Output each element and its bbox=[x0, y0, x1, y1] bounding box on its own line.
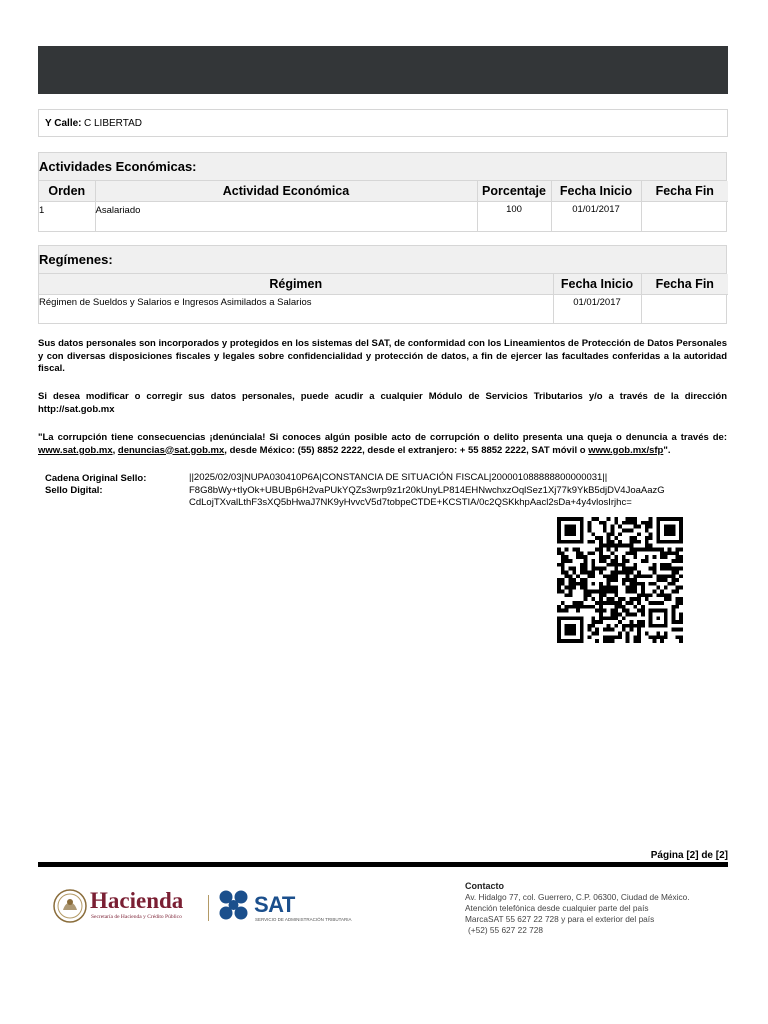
regimes-header-row bbox=[39, 274, 728, 295]
sat-logo-text: SAT bbox=[254, 892, 295, 917]
cell-porcentaje: 100 bbox=[477, 202, 551, 232]
regimes-header bbox=[39, 246, 726, 274]
col-actividad: Actividad Económica bbox=[95, 181, 477, 202]
col-fecha-inicio: Fecha Inicio bbox=[551, 181, 641, 202]
sat-logo-subtext: SERVICIO DE ADMINISTRACIÓN TRIBUTARIA bbox=[255, 917, 352, 922]
cell-orden: 1 bbox=[39, 202, 95, 232]
cell-fecha-fin bbox=[641, 295, 728, 324]
regimes-title: Regímenes: bbox=[39, 252, 113, 267]
link-sfp[interactable]: www.gob.mx/sfp bbox=[588, 444, 664, 456]
activities-header bbox=[39, 153, 726, 181]
sello-line-1: F8G8bWy+tIyOk+UBUBp6H2vaPUkYQZs3wrp9z1r20kUnyLP814EHNwchxzOqlSez1Xj77k9YkB5djDV4JoaAazG bbox=[189, 485, 665, 496]
col-fecha-inicio: Fecha Inicio bbox=[553, 274, 641, 295]
col-orden: Orden bbox=[39, 181, 95, 202]
link-sat[interactable]: www.sat.gob.mx bbox=[38, 444, 113, 456]
cadena-label: Cadena Original Sello: bbox=[45, 473, 147, 484]
corruption-notice bbox=[38, 432, 727, 457]
cadena-value: ||2025/02/03|NUPA030410P6A|CONSTANCIA DE SITUACIÓN FISCAL|200001088888800000031|| bbox=[189, 472, 608, 483]
page-number: Página [2] de [2] bbox=[650, 850, 728, 861]
footer-rule bbox=[38, 862, 728, 867]
col-fecha-fin: Fecha Fin bbox=[641, 181, 728, 202]
contact-line: (+52) 55 627 22 728 bbox=[468, 925, 543, 935]
col-regimen: Régimen bbox=[39, 274, 553, 295]
corruption-text-start: "La corrupción tiene consecuencias ¡denúnciala! Si conoces algún posible acto de corrupción o delito presenta una queja o denuncia a través de: bbox=[38, 432, 727, 443]
sat-dots-icon bbox=[219, 890, 251, 922]
regimes-table bbox=[39, 274, 728, 323]
col-porcentaje: Porcentaje bbox=[477, 181, 551, 202]
table-row bbox=[39, 295, 728, 324]
modify-notice: Si desea modificar o corregir sus datos personales, puede acudir a cualquier Módulo de Servicios Tributarios y/o a través de la dirección http://sat.gob.mx bbox=[38, 391, 727, 415]
activities-table bbox=[39, 181, 728, 231]
contact-title: Contacto bbox=[465, 881, 504, 891]
sello-label: Sello Digital: bbox=[45, 485, 103, 496]
privacy-notice: Sus datos personales son incorporados y protegidos en los sistemas del SAT, de conformidad con los Lineamientos de Protección de Datos Personales y con diversas disposiciones fiscales y legales sobre confidencialidad y protección de datos, a fin de ejercer las facultades conferidas a la autoridad fiscal. bbox=[38, 338, 727, 374]
logo-divider bbox=[208, 895, 209, 921]
address-street-box bbox=[38, 109, 728, 137]
activities-title: Actividades Económicas: bbox=[39, 159, 197, 174]
contact-line: Atención telefónica desde cualquier parte del país bbox=[465, 903, 649, 913]
mexico-seal-icon bbox=[52, 888, 88, 924]
corruption-text-end: ". bbox=[663, 444, 671, 456]
cell-fecha-inicio: 01/01/2017 bbox=[553, 295, 641, 324]
cell-regimen: Régimen de Sueldos y Salarios e Ingresos Asimilados a Salarios bbox=[39, 295, 553, 324]
corruption-text-mid: , desde México: (55) 8852 2222, desde el extranjero: + 55 8852 2222, SAT móvil o bbox=[224, 444, 589, 456]
activities-header-row bbox=[39, 181, 728, 202]
street-label: Y Calle: bbox=[45, 118, 82, 129]
hacienda-logo-subtext: Secretaría de Hacienda y Crédito Público bbox=[91, 914, 182, 920]
street-value: C LIBERTAD bbox=[84, 118, 142, 129]
link-denuncias[interactable]: denuncias@sat.gob.mx bbox=[117, 444, 225, 456]
hacienda-logo-text: Hacienda bbox=[90, 888, 184, 913]
contact-line: MarcaSAT 55 627 22 728 y para el exterior del país bbox=[465, 914, 655, 924]
cell-fecha-inicio: 01/01/2017 bbox=[551, 202, 641, 232]
activities-section bbox=[38, 152, 727, 232]
cell-actividad: Asalariado bbox=[95, 202, 477, 232]
header-bar bbox=[38, 46, 728, 94]
table-row bbox=[39, 202, 728, 232]
cell-fecha-fin bbox=[641, 202, 728, 232]
separator: , bbox=[112, 444, 118, 456]
qr-code-icon bbox=[557, 517, 683, 643]
col-fecha-fin: Fecha Fin bbox=[641, 274, 728, 295]
contact-line: Av. Hidalgo 77, col. Guerrero, C.P. 06300, Ciudad de México. bbox=[465, 892, 690, 902]
regimes-section bbox=[38, 245, 727, 324]
sello-line-2: CdLojTXvalLthF3sXQ5bHwaJ7NK9yHvvcV5d7tobpeCTDE+KCSTIA/0c2QSKkhpAacl2sDa+4y4vlosIrjhc= bbox=[189, 497, 632, 508]
contact-block bbox=[465, 881, 735, 936]
